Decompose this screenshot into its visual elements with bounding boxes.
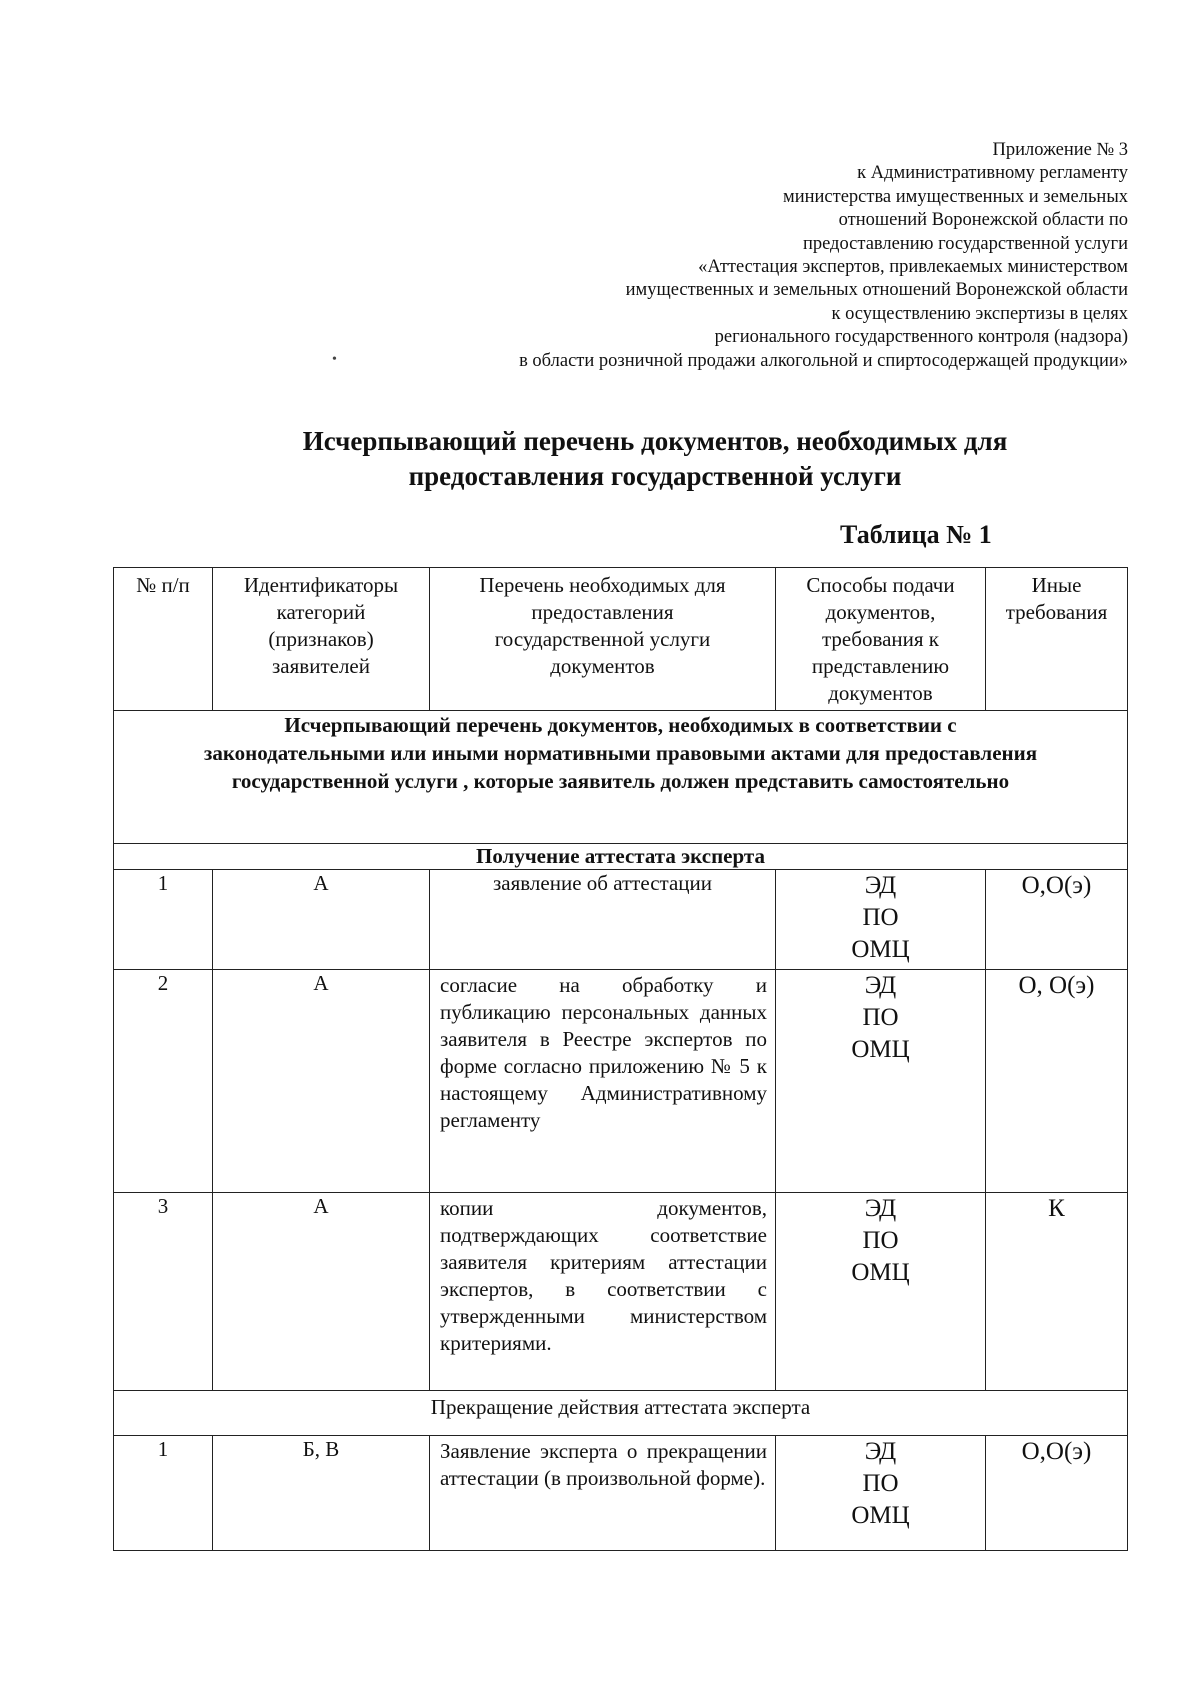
row-number: 3 xyxy=(114,1193,213,1391)
annex-line: «Аттестация экспертов, привлекаемых министерством xyxy=(698,257,1128,278)
row-category: А xyxy=(213,870,430,970)
header-text: документов, xyxy=(825,600,936,624)
header-text: государственной услуги xyxy=(494,627,711,651)
annex-line: к Административному регламенту xyxy=(857,163,1128,184)
header-text: документов xyxy=(550,654,655,678)
header-text: требования к xyxy=(822,627,939,651)
table-row xyxy=(114,970,1128,1193)
header-methods xyxy=(776,568,986,711)
row-requirements: О,О(э) xyxy=(986,870,1128,970)
row-methods xyxy=(776,1193,986,1391)
subsection-title: Получение аттестата эксперта xyxy=(114,844,1128,870)
row-category: Б, В xyxy=(213,1436,430,1551)
header-documents xyxy=(430,568,776,711)
title-line: предоставления государственной услуги xyxy=(408,461,902,491)
section-line: законодательными или иными нормативными правовыми актами для предоставления xyxy=(203,741,1038,765)
method-code: ЭД xyxy=(864,972,897,999)
row-document: согласие на обработку и публикацию персональных данных заявителя в Реестре экспертов по форме согласно приложению № 5 к настоящему Административному регламенту xyxy=(430,970,776,1193)
header-text: Иные xyxy=(1031,573,1082,597)
table-row xyxy=(114,1436,1128,1551)
method-code: ПО xyxy=(862,904,899,931)
annex-line: имущественных и земельных отношений Воронежской области xyxy=(625,280,1128,301)
row-methods xyxy=(776,870,986,970)
method-code: ЭД xyxy=(864,1438,897,1465)
method-code: ЭД xyxy=(864,872,897,899)
method-code: ОМЦ xyxy=(851,1502,910,1529)
row-category: А xyxy=(213,1193,430,1391)
row-document: заявление об аттестации xyxy=(430,870,776,970)
annex-line: к осуществлению экспертизы в целях xyxy=(831,303,1128,324)
table-label: Таблица № 1 xyxy=(840,520,992,549)
header-text: заявителей xyxy=(272,654,370,678)
method-code: ПО xyxy=(862,1227,899,1254)
annex-header xyxy=(300,139,1128,373)
header-text: Перечень необходимых для xyxy=(479,573,726,597)
header-text: предоставления xyxy=(531,600,674,624)
annex-line: предоставлению государственной услуги xyxy=(802,233,1128,254)
method-code: ОМЦ xyxy=(851,1036,910,1063)
header-text: (признаков) xyxy=(268,627,374,651)
method-code: ПО xyxy=(862,1470,899,1497)
row-document: копии документов, подтверждающих соответствие заявителя критериям аттестации экспертов, в соответствии с утвержденными министерством критериями. xyxy=(430,1193,776,1391)
header-text: представлению xyxy=(811,654,950,678)
header-requirements xyxy=(986,568,1128,711)
header-text: Идентификаторы xyxy=(243,573,399,597)
header-number xyxy=(114,568,213,711)
row-category: А xyxy=(213,970,430,1193)
annex-line: отношений Воронежской области по xyxy=(838,210,1128,231)
method-code: ОМЦ xyxy=(851,936,910,963)
table-row xyxy=(114,1193,1128,1391)
section-row xyxy=(114,711,1128,844)
header-text: Способы подачи xyxy=(806,573,955,597)
subsection-row xyxy=(114,1391,1128,1436)
subsection-title: Прекращение действия аттестата эксперта xyxy=(114,1391,1128,1436)
documents-table xyxy=(113,567,1128,1551)
row-document: Заявление эксперта о прекращении аттестации (в произвольной форме). xyxy=(430,1436,776,1551)
row-requirements: О, О(э) xyxy=(986,970,1128,1193)
annex-line: Приложение № 3 xyxy=(992,140,1128,160)
method-code: ПО xyxy=(862,1004,899,1031)
section-main-cell xyxy=(114,711,1128,844)
row-number: 2 xyxy=(114,970,213,1193)
scan-dot: • xyxy=(332,352,337,367)
row-number: 1 xyxy=(114,870,213,970)
header-text: требования xyxy=(1005,600,1108,624)
subsection-row xyxy=(114,844,1128,870)
header-text: документов xyxy=(828,681,933,705)
header-text: № п/п xyxy=(136,573,190,597)
method-code: ЭД xyxy=(864,1195,897,1222)
page-title xyxy=(0,424,1200,494)
annex-line: министерства имущественных и земельных xyxy=(782,186,1128,207)
method-code: ОМЦ xyxy=(851,1259,910,1286)
row-requirements: О,О(э) xyxy=(986,1436,1128,1551)
row-methods xyxy=(776,970,986,1193)
section-line: государственной услуги , которые заявитель должен представить самостоятельно xyxy=(231,769,1010,793)
annex-line: в области розничной продажи алкогольной и спиртосодержащей продукции» xyxy=(519,350,1128,371)
section-line: Исчерпывающий перечень документов, необходимых в соответствии с xyxy=(284,713,957,737)
annex-line: регионального государственного контроля (надзора) xyxy=(714,327,1128,348)
header-text: категорий xyxy=(276,600,366,624)
header-category xyxy=(213,568,430,711)
row-requirements: К xyxy=(986,1193,1128,1391)
table-row xyxy=(114,870,1128,970)
title-line: Исчерпывающий перечень документов, необходимых для xyxy=(302,426,1008,456)
row-number: 1 xyxy=(114,1436,213,1551)
row-methods xyxy=(776,1436,986,1551)
table-header-row xyxy=(114,568,1128,711)
